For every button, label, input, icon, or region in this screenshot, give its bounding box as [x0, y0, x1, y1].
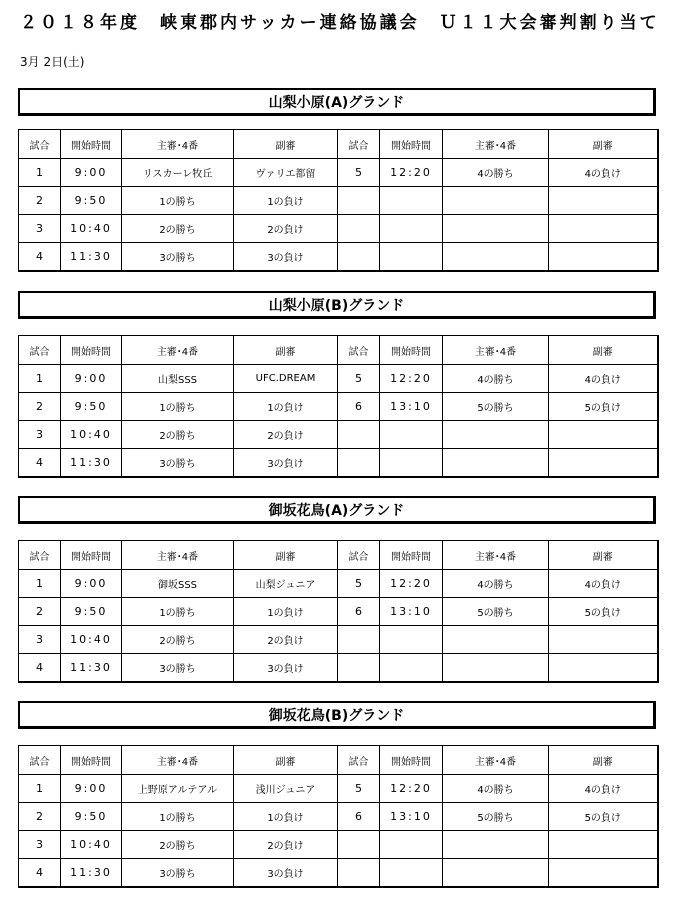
referee: [443, 654, 549, 683]
start-time: 10:40: [61, 831, 122, 859]
table-row: [19, 159, 658, 187]
table-header-row: [19, 130, 658, 159]
start-time: 12:20: [380, 775, 443, 803]
referee: [443, 421, 549, 449]
match-number: [338, 654, 380, 683]
referee: 4の勝ち: [443, 365, 549, 393]
assistant-referee: [549, 421, 658, 449]
match-number: 5: [338, 570, 380, 598]
start-time: 10:40: [61, 421, 122, 449]
start-time: [380, 859, 443, 888]
header-assistant: 副審: [549, 541, 658, 570]
match-number: 6: [338, 803, 380, 831]
table-header-row: [19, 541, 658, 570]
referee: [443, 831, 549, 859]
assistant-referee: 2の負け: [234, 626, 338, 654]
schedule-table: [18, 129, 659, 272]
table-row: [19, 570, 658, 598]
table-row: [19, 775, 658, 803]
document-title: ２０１８年度 峡東郡内サッカー連絡協議会 Ｕ１１大会審判割り当て: [20, 13, 660, 33]
header-assistant: 副審: [549, 336, 658, 365]
assistant-referee: [549, 831, 658, 859]
assistant-referee: ヴァリエ都留: [234, 159, 338, 187]
assistant-referee: [549, 187, 658, 215]
ground-header: 御坂花鳥(A)グランド: [18, 496, 656, 524]
start-time: 9:00: [61, 159, 122, 187]
referee: 2の勝ち: [122, 626, 234, 654]
referee: 1の勝ち: [122, 803, 234, 831]
match-number: 1: [19, 775, 61, 803]
table-row: [19, 187, 658, 215]
header-assistant: 副審: [234, 541, 338, 570]
schedule-table: [18, 335, 659, 478]
assistant-referee: [549, 859, 658, 888]
header-referee: 主審･4番: [443, 130, 549, 159]
header-match: 試合: [19, 746, 61, 775]
match-number: 1: [19, 365, 61, 393]
table-row: [19, 803, 658, 831]
header-assistant: 副審: [234, 746, 338, 775]
header-referee: 主審･4番: [443, 336, 549, 365]
match-number: 5: [338, 365, 380, 393]
referee: 3の勝ち: [122, 654, 234, 683]
header-referee: 主審･4番: [122, 541, 234, 570]
assistant-referee: [549, 243, 658, 272]
match-number: 2: [19, 187, 61, 215]
start-time: 13:10: [380, 803, 443, 831]
match-number: [338, 187, 380, 215]
ground-header: 山梨小原(A)グランド: [18, 88, 656, 116]
start-time: [380, 243, 443, 272]
match-number: 3: [19, 421, 61, 449]
assistant-referee: 5の負け: [549, 393, 658, 421]
table-row: [19, 365, 658, 393]
assistant-referee: 浅川ジュニア: [234, 775, 338, 803]
table-header-row: [19, 746, 658, 775]
referee: 御坂SSS: [122, 570, 234, 598]
referee: 1の勝ち: [122, 187, 234, 215]
match-number: 3: [19, 831, 61, 859]
start-time: 11:30: [61, 449, 122, 478]
referee: 4の勝ち: [443, 570, 549, 598]
table-row: [19, 654, 658, 683]
referee: 1の勝ち: [122, 598, 234, 626]
start-time: 9:50: [61, 598, 122, 626]
header-referee: 主審･4番: [122, 336, 234, 365]
start-time: 13:10: [380, 598, 443, 626]
header-match: 試合: [19, 541, 61, 570]
match-number: [338, 421, 380, 449]
referee: 4の勝ち: [443, 159, 549, 187]
start-time: [380, 831, 443, 859]
referee: 1の勝ち: [122, 393, 234, 421]
ground-header: 山梨小原(B)グランド: [18, 291, 656, 319]
start-time: 13:10: [380, 393, 443, 421]
start-time: 11:30: [61, 859, 122, 888]
assistant-referee: 4の負け: [549, 159, 658, 187]
start-time: 10:40: [61, 215, 122, 243]
match-number: [338, 831, 380, 859]
assistant-referee: 3の負け: [234, 449, 338, 478]
match-number: 4: [19, 654, 61, 683]
start-time: 9:00: [61, 775, 122, 803]
assistant-referee: [549, 654, 658, 683]
table-row: [19, 598, 658, 626]
assistant-referee: 1の負け: [234, 803, 338, 831]
header-match: 試合: [338, 130, 380, 159]
header-assistant: 副審: [234, 130, 338, 159]
assistant-referee: 1の負け: [234, 393, 338, 421]
header-start-time: 開始時間: [61, 746, 122, 775]
match-number: 2: [19, 393, 61, 421]
referee: [443, 859, 549, 888]
schedule-table: [18, 745, 659, 888]
start-time: 9:00: [61, 365, 122, 393]
header-start-time: 開始時間: [61, 541, 122, 570]
match-date: 3月 2日(土): [20, 55, 85, 69]
table-row: [19, 393, 658, 421]
table-row: [19, 215, 658, 243]
referee: 2の勝ち: [122, 215, 234, 243]
match-number: [338, 859, 380, 888]
match-number: 6: [338, 598, 380, 626]
match-number: [338, 243, 380, 272]
start-time: 9:50: [61, 393, 122, 421]
table-row: [19, 421, 658, 449]
referee: 3の勝ち: [122, 243, 234, 272]
referee: 上野原アルテアル: [122, 775, 234, 803]
start-time: [380, 654, 443, 683]
referee: 2の勝ち: [122, 421, 234, 449]
assistant-referee: [549, 449, 658, 478]
assistant-referee: 2の負け: [234, 421, 338, 449]
header-start-time: 開始時間: [380, 336, 443, 365]
referee: 4の勝ち: [443, 775, 549, 803]
assistant-referee: 3の負け: [234, 243, 338, 272]
start-time: 12:20: [380, 365, 443, 393]
assistant-referee: 2の負け: [234, 215, 338, 243]
assistant-referee: 1の負け: [234, 598, 338, 626]
match-number: 4: [19, 859, 61, 888]
header-start-time: 開始時間: [61, 130, 122, 159]
header-assistant: 副審: [234, 336, 338, 365]
referee: リスカーレ牧丘: [122, 159, 234, 187]
assistant-referee: 3の負け: [234, 859, 338, 888]
start-time: 9:50: [61, 187, 122, 215]
match-number: [338, 449, 380, 478]
header-match: 試合: [338, 336, 380, 365]
assistant-referee: 2の負け: [234, 831, 338, 859]
match-number: 4: [19, 449, 61, 478]
assistant-referee: 4の負け: [549, 775, 658, 803]
assistant-referee: [549, 626, 658, 654]
header-referee: 主審･4番: [443, 541, 549, 570]
match-number: 1: [19, 159, 61, 187]
referee: [443, 243, 549, 272]
schedule-table: [18, 540, 659, 683]
header-assistant: 副審: [549, 130, 658, 159]
start-time: [380, 187, 443, 215]
assistant-referee: UFC.DREAM: [234, 365, 338, 393]
start-time: [380, 215, 443, 243]
start-time: [380, 421, 443, 449]
header-referee: 主審･4番: [443, 746, 549, 775]
match-number: 5: [338, 159, 380, 187]
assistant-referee: 山梨ジュニア: [234, 570, 338, 598]
assistant-referee: 5の負け: [549, 803, 658, 831]
match-number: 2: [19, 803, 61, 831]
match-number: 5: [338, 775, 380, 803]
referee: [443, 187, 549, 215]
match-number: [338, 626, 380, 654]
start-time: 10:40: [61, 626, 122, 654]
header-start-time: 開始時間: [61, 336, 122, 365]
table-row: [19, 626, 658, 654]
assistant-referee: 5の負け: [549, 598, 658, 626]
header-match: 試合: [338, 541, 380, 570]
start-time: 12:20: [380, 570, 443, 598]
assistant-referee: 4の負け: [549, 570, 658, 598]
table-row: [19, 243, 658, 272]
assistant-referee: 1の負け: [234, 187, 338, 215]
referee: [443, 626, 549, 654]
match-number: 6: [338, 393, 380, 421]
assistant-referee: [549, 215, 658, 243]
table-row: [19, 449, 658, 478]
referee: [443, 449, 549, 478]
match-number: 3: [19, 215, 61, 243]
header-match: 試合: [338, 746, 380, 775]
start-time: 11:30: [61, 243, 122, 272]
start-time: 11:30: [61, 654, 122, 683]
referee: 3の勝ち: [122, 449, 234, 478]
header-match: 試合: [19, 336, 61, 365]
start-time: 9:00: [61, 570, 122, 598]
referee: 山梨SSS: [122, 365, 234, 393]
start-time: [380, 449, 443, 478]
assistant-referee: 3の負け: [234, 654, 338, 683]
match-number: 2: [19, 598, 61, 626]
table-header-row: [19, 336, 658, 365]
referee: [443, 215, 549, 243]
start-time: 9:50: [61, 803, 122, 831]
match-number: 3: [19, 626, 61, 654]
header-match: 試合: [19, 130, 61, 159]
start-time: 12:20: [380, 159, 443, 187]
header-start-time: 開始時間: [380, 541, 443, 570]
assistant-referee: 4の負け: [549, 365, 658, 393]
match-number: 4: [19, 243, 61, 272]
header-referee: 主審･4番: [122, 746, 234, 775]
referee: 5の勝ち: [443, 393, 549, 421]
header-start-time: 開始時間: [380, 746, 443, 775]
table-row: [19, 859, 658, 888]
header-start-time: 開始時間: [380, 130, 443, 159]
match-number: 1: [19, 570, 61, 598]
referee: 5の勝ち: [443, 598, 549, 626]
referee: 3の勝ち: [122, 859, 234, 888]
table-row: [19, 831, 658, 859]
header-assistant: 副審: [549, 746, 658, 775]
start-time: [380, 626, 443, 654]
ground-header: 御坂花鳥(B)グランド: [18, 701, 656, 729]
match-number: [338, 215, 380, 243]
referee: 5の勝ち: [443, 803, 549, 831]
header-referee: 主審･4番: [122, 130, 234, 159]
referee: 2の勝ち: [122, 831, 234, 859]
